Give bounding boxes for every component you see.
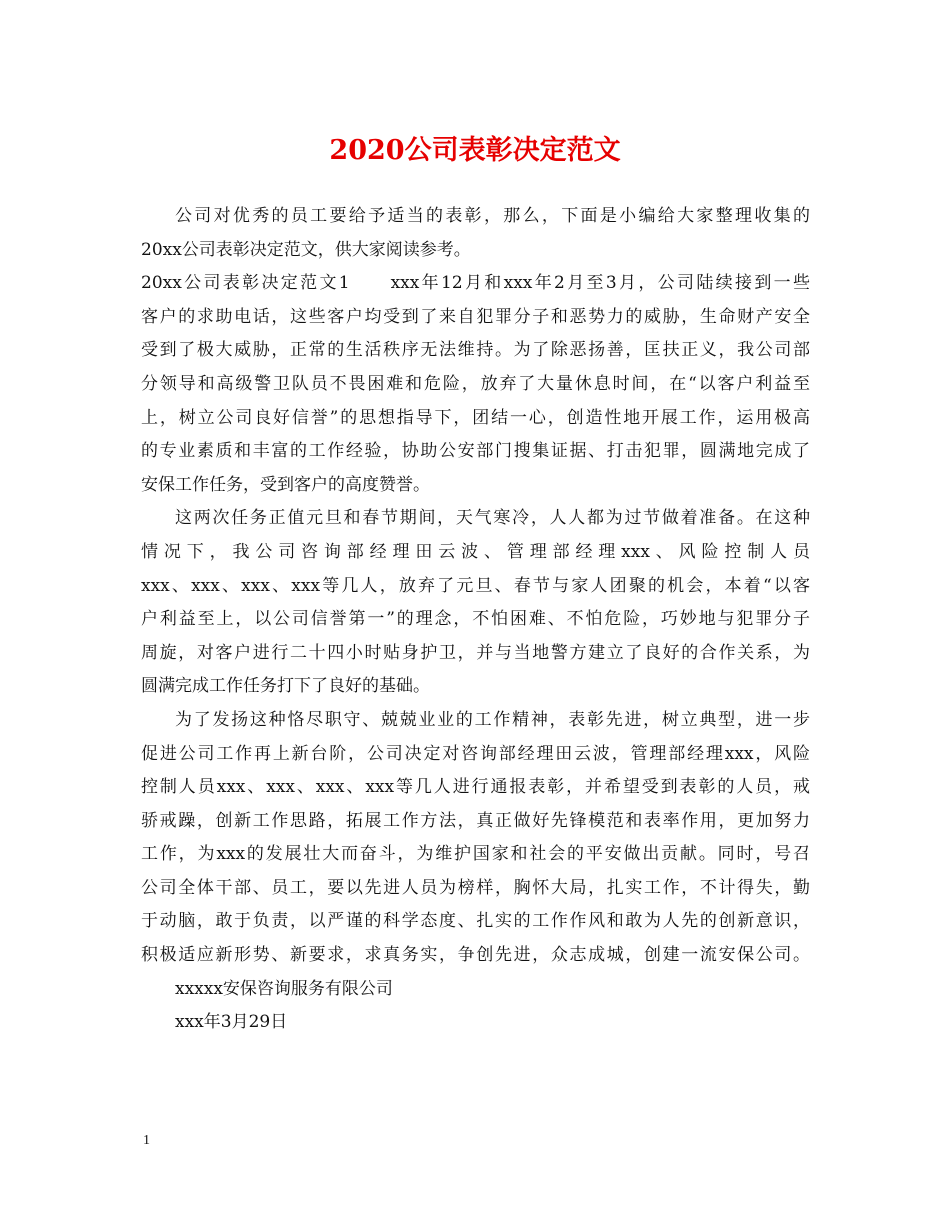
paragraph-line: 公司对优秀的员工要给予适当的表彰，那么，下面是小编给大家整理收集的 <box>175 206 810 226</box>
paragraph-line: 圆满完成工作任务打下了良好的基础。 <box>141 676 430 697</box>
paragraph-line: 20xx公司表彰决定范文1 xxx年12月和xxx年2月至3月，公司陆续接到一些 <box>141 273 810 294</box>
paragraph-line: 的专业素质和丰富的工作经验，协助公安部门搜集证据、打击犯罪，圆满地完成了 <box>141 441 810 462</box>
paragraph-line: 20xx公司表彰决定范文，供大家阅读参考。 <box>141 239 471 260</box>
paragraph-line: 情况下，我公司咨询部经理田云波、管理部经理xxx、风险控制人员 <box>141 541 810 562</box>
paragraph-line: 公司全体干部、员工，要以先进人员为榜样，胸怀大局，扎实工作，不计得失，勤 <box>141 877 810 898</box>
paragraph-line: 促进公司工作再上新台阶，公司决定对咨询部经理田云波，管理部经理xxx，风险 <box>141 743 810 764</box>
paragraph-line: 控制人员xxx、xxx、xxx、xxx等几人进行通报表彰，并希望受到表彰的人员，戒 <box>141 777 810 798</box>
paragraph-line: 户利益至上，以公司信誉第一”的理念，不怕困难、不怕危险，巧妙地与犯罪分子 <box>141 609 810 630</box>
paragraph-line: 分领导和高级警卫队员不畏困难和危险，放弃了大量休息时间，在“以客户利益至 <box>141 373 810 394</box>
paragraph-line: 这两次任务正值元旦和春节期间，天气寒冷，人人都为过节做着准备。在这种 <box>175 508 810 529</box>
document-title: 2020公司表彰决定范文 <box>329 135 621 166</box>
paragraph-line: 安保工作任务，受到客户的高度赞誉。 <box>141 474 430 495</box>
signature-company: xxxxx安保咨询服务有限公司 <box>175 978 393 999</box>
paragraph-line: 工作，为xxx的发展壮大而奋斗，为维护国家和社会的平安做出贡献。同时，号召 <box>141 844 810 865</box>
page-number: 1 <box>143 1133 150 1148</box>
paragraph-line: 积极适应新形势、新要求，求真务实，争创先进，众志成城，创建一流安保公司。 <box>141 945 810 966</box>
paragraph-line: 骄戒躁，创新工作思路，拓展工作方法，真正做好先锋模范和表率作用，更加努力 <box>141 810 810 831</box>
paragraph-line: 受到了极大威胁，正常的生活秩序无法维持。为了除恶扬善，匡扶正义，我公司部 <box>141 340 810 361</box>
document-body <box>141 200 810 1040</box>
paragraph-line: xxx、xxx、xxx、xxx等几人，放弃了元旦、春节与家人团聚的机会，本着“以客 <box>141 575 810 596</box>
paragraph-line: 为了发扬这种恪尽职守、兢兢业业的工作精神，表彰先进，树立典型，进一步 <box>175 709 810 730</box>
paragraph-line: 于动脑，敢于负责，以严谨的科学态度、扎实的工作作风和敢为人先的创新意识， <box>141 911 810 932</box>
paragraph-line: 周旋，对客户进行二十四小时贴身护卫，并与当地警方建立了良好的合作关系，为 <box>141 642 810 663</box>
signature-date: xxx年3月29日 <box>175 1012 288 1033</box>
paragraph-line: 客户的求助电话，这些客户均受到了来自犯罪分子和恶势力的威胁，生命财产安全 <box>141 306 810 327</box>
paragraph-line: 上，树立公司良好信誉”的思想指导下，团结一心，创造性地开展工作，运用极高 <box>141 407 810 428</box>
